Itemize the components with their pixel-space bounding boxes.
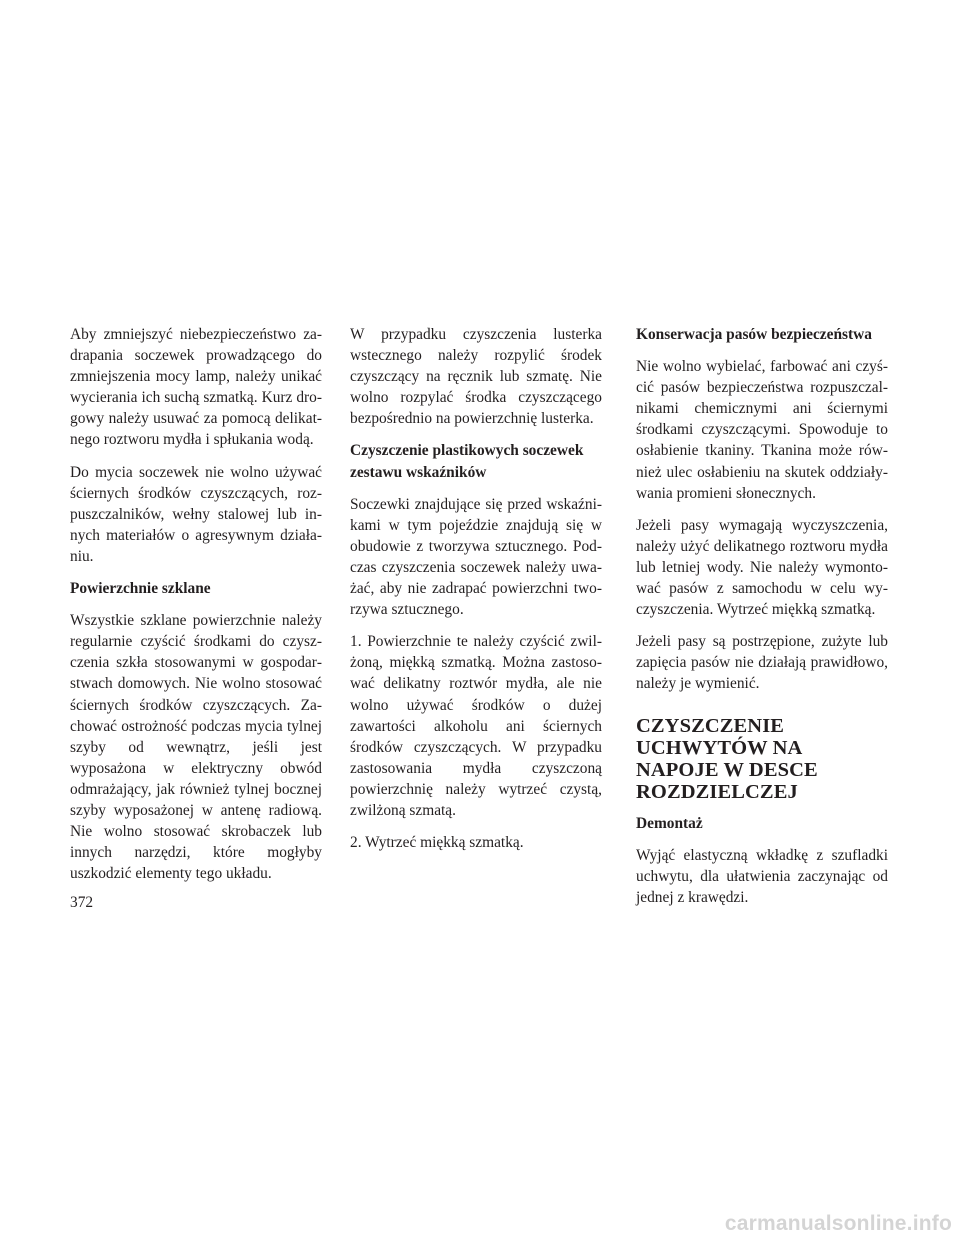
watermark: carmanualsonline.info [724,1212,952,1235]
subheading-removal: Demontaż [636,814,703,832]
page-number: 372 [70,894,94,911]
paragraph: Aby zmniejszyć niebezpieczeństwo zadrapania soczewek prowadzącego do zmniejszenia mocy lamp, należy unikać wycierania ich suchą szmatką. Kurz drogowy należy usuwać za pomocą delikatnego roztworu mydła i spłukania wodą. [70,326,322,449]
list-item: 1. Powierzchnie te należy czyścić zwilżoną, miękką szmatką. Można zastosować delikatny roztwór mydła, ale nie wolno używać środków o dużej zawartości alkoholu ani ściernych środków czyszczących. W przypadku zastosowania mydła czyszczoną powierzchnię należy wytrzeć czystą, zwilżoną szmatą. [350,633,602,819]
column-middle [350,324,602,864]
paragraph: Wyjąć elastyczną wkładkę z szufladki uchwytu, dla ułatwienia zaczynając od jednej z krawędzi. [636,846,888,906]
section-title-cupholders: CZYSZCZENIE UCHWYTÓW NA NAPOJE W DESCE ROZDZIELCZEJ [636,714,818,803]
paragraph: Jeżeli pasy są postrzępione, zużyte lub zapięcia pasów nie działają prawidłowo, należy je wymienić. [636,633,888,693]
subheading-plastic-lenses: Czyszczenie plastikowych soczewek zestawu wskaźników [350,442,584,481]
paragraph: Wszystkie szklane powierzchnie należy regularnie czyścić środkami do czyszczenia szkła stosowanymi w gospodarstwach domowych. Nie wolno stosować ściernych środków czyszczących. Zachować ostrożność podczas mycia tylnej szyby od wewnątrz, jeśli jest wyposażona w elektryczny obwód odmrażający, jak również tylnej bocznej szyby wyposażonej w antenę radiową. Nie wolno stosować skrobaczek lub innych narzędzi, które mogłyby uszkodzić elementy tego układu. [70,612,322,883]
subheading-seat-belts: Konserwacja pasów bezpieczeństwa [636,326,872,343]
paragraph: Soczewki znajdujące się przed wskaźnikami w tym pojeździe znajdują się w obudowie z tworzywa sztucznego. Podczas czyszczenia soczewek należy uważać, aby nie zadrapać powierzchni tworzywa sztucznego. [350,495,602,619]
list-item: 2. Wytrzeć miękką szmatką. [350,834,524,852]
column-right [636,324,888,919]
paragraph: W przypadku czyszczenia lusterka wstecznego należy rozpylić środek czyszczący na ręcznik lub szmatę. Nie wolno rozpylać środka czyszczącego bezpośrednio na powierzchnię lusterka. [350,326,602,428]
paragraph: Do mycia soczewek nie wolno używać ściernych środków czyszczących, rozpuszczalników, wełny stalowej lub innych materiałów o agresywnym działaniu. [70,463,322,565]
column-left [70,324,322,895]
paragraph: Jeżeli pasy wymagają wyczyszczenia, należy użyć delikatnego roztworu mydła lub letniej wody. Nie należy wymontować pasów z samochodu w celu wyczyszczenia. Wytrzeć miękką szmatką. [636,516,888,619]
paragraph: Nie wolno wybielać, farbować ani czyścić pasów bezpieczeństwa rozpuszczalnikami chemicznymi ani ściernymi środkami czyszczącymi. Spowoduje to osłabienie tkaniny. Tkanina może również ulec osłabieniu na skutek oddziaływania promieni słonecznych. [636,358,888,502]
subheading-glass-surfaces: Powierzchnie szklane [70,580,211,598]
